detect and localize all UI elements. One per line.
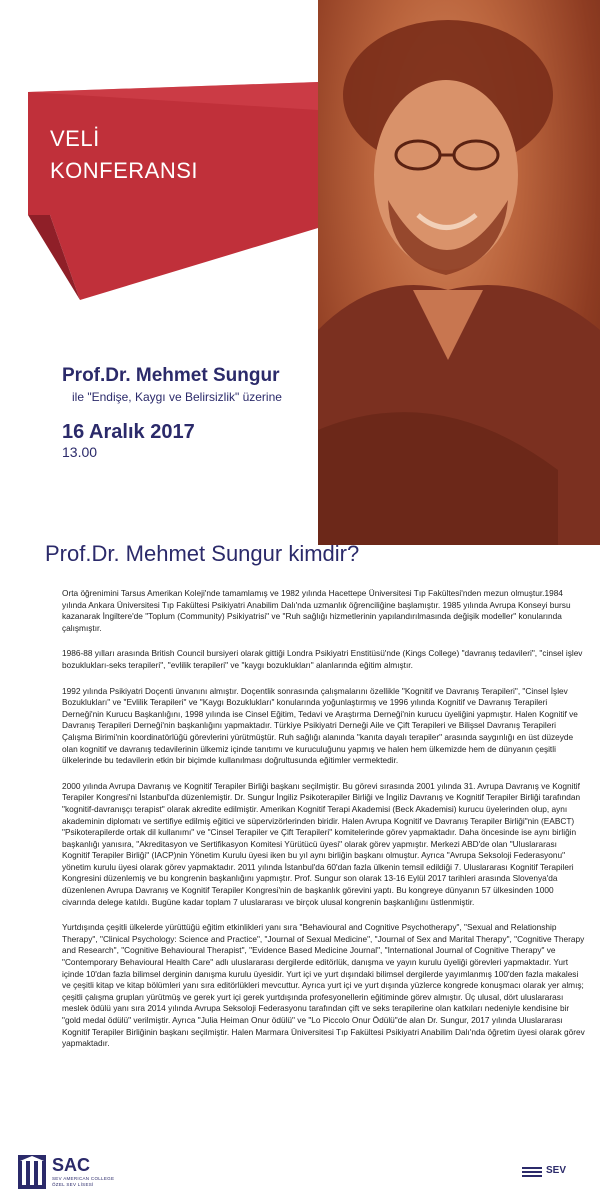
speaker-photo — [318, 0, 600, 545]
bio-paragraph: 1986-88 yılları arasında British Council bursiyeri olarak gittiği Londra Psikiyatri Enstitüsü'nde (Kings College) "davranış tedavileri", "cinsel işlev bozuklukları-seks terapileri", "evlilik terapileri" ve "kaygı bozuklukları" alanlarında eğitim almıştır. — [62, 648, 583, 670]
bio-text — [62, 588, 586, 1064]
sac-logo-name: SAC — [52, 1155, 91, 1175]
sac-logo-subtitle: SEV AMERICAN COLLEGE — [52, 1176, 115, 1181]
bio-paragraph: Yurtdışında çeşitli ülkelerde yürüttüğü eğitim etkinlikleri yanı sıra "Behavioural and Cognitive Psychotherapy", "Sexual and Relationship Therapy", "Clinical Psychology: Science and Practice", "Journal of Sexual Medicine", "Journal of Sex and Marital Therapy", "Cognitive Therapy and Research", "Cognitive Behavioural Therapist", "Evidence Based Medicine Journal", "International Journal of Cognitive Therapy" ve "Contemporary Behavioural Health Care" adlı uluslararası dergilerde editörlük, danışma ve yayın kurulu üyeliği görevleri yapmaktadır. Yurt içinde 10'dan fazla bilimsel derginin danışma kurulu üyesidir. Yurt içi ve yurt dışındaki bilimsel dergilerde yayımlanmış 100'den fazla makalesi ve çeşitli kitap ve kitap bölümleri yanı sıra editörlükleri mevcuttur. Ayrıca yurt içi ve yurt dışında yüzlerce kongrede konuşmacı olarak yer almış; çeşitli çalışma grupları yürütmüş ve gerek yurt içi gerek yurtdışında profesyonellerin eğitiminde görev almıştır. Üç ulusal, dört uluslararası meslek ödülü yanı sıra 2014 yılında Avrupa Seksoloji Federasyonu tarafından çift ve seks terapilerine olan katkıları nedeniyle kendisine bir "gold medal ödülü" verilmiştir. Ayrıca "Julia Heiman Onur ödülü" ve "Lo Piccolo Onur Ödülü"de alan Dr. Sungur, 2017 yılında Uluslararası Kognitif Terapiler Birliğinin başkanı seçilmiştir. Halen Marmara Üniversitesi Tıp Fakültesi Psikiyatri Anabilim Dalı'nda öğretim üyesi olarak görev yapmaktadır. — [62, 922, 585, 1049]
banner-title-line1: VELİ — [50, 126, 100, 151]
banner-title-line2: KONFERANSI — [50, 158, 199, 183]
sac-logo — [18, 1155, 138, 1191]
event-time: 13.00 — [62, 444, 98, 460]
sev-logo — [522, 1163, 592, 1183]
event-date: 16 Aralık 2017 — [62, 421, 195, 443]
conference-banner — [0, 0, 318, 330]
sev-stripes-icon — [522, 1167, 542, 1177]
sac-logo-subtitle-2: ÖZEL SEV LİSESİ — [52, 1182, 94, 1187]
bio-paragraph: 1992 yılında Psikiyatri Doçenti ünvanını almıştır. Doçentlik sonrasında çalışmalarını özellikle "Kognitif ve Davranış Terapileri", "Cinsel İşlev Bozuklukları" ve "Evlilik Terapileri" ve "Kaygı Bozuklukları" konularında yoğunlaştırmış ve 1996 yılında Kognitif ve Davranış Terapileri Derneği'nin Kurucu Başkanlığını, 1998 yılında ise Cinsel Eğitim, Tedavi ve Araştırma Derneği'nin kurucu üyeliğini yapmıştır. Halen Kognitif ve Davranış Terapileri Derneği'nin başkanlığını yapmaktadır. Türkiye Psikiyatri Derneği Aile ve Çift Terapileri ve Bilişsel Davranış Terapileri Çalışma Birimi'nin koordinatörlüğü görevlerini yürütmüştür. Ruh sağlığı alanında "kanıta dayalı terapiler" arasında saygınlığı en üst düzeyde olan kognitif ve davranış tedavilerinin ülkemiz içinde tanıtımı ve kuruculuğunu yapmış ve halen hem ülkemizde hem de dünyanın çeşitli ülkelerinde bu tedavilerin etkin bir biçimde kullanılması doğrultusunda eğitimler vermektedir. — [62, 685, 578, 766]
bio-heading: Prof.Dr. Mehmet Sungur kimdir? — [45, 541, 360, 566]
sac-emblem-icon — [18, 1155, 46, 1189]
sev-logo-name: SEV — [546, 1165, 567, 1176]
talk-topic: ile "Endişe, Kaygı ve Belirsizlik" üzerine — [72, 390, 282, 404]
bio-paragraph: 2000 yılında Avrupa Davranış ve Kognitif Terapiler Birliği başkanı seçilmiştir. Bu görevi sırasında 2001 yılında 31. Avrupa Davranış ve Kognitif Terapiler Kongresi'ni İstanbul'da düzenlemiştir. Dr. Sungur İngiliz Psikoterapiler Birliği ve İngiliz Davranış ve Kognitif Terapiler Birliği tarafından "kognitif-davranışçı terapist" olarak akredite edilmiştir. Amerikan Kognitif Terapi Akademisi (Beck Akademisi) kurucu üyelerinden olup, aynı akademinin diplomatı ve sertifiye edilmiş eğitici ve süpervizörlerinden biridir. Halen Avrupa Kognitif ve Davranış Terapiler Birliği"nin (EABCT) "Psikoterapilerde ortak dil kullanımı" ve "Cinsel Terapiler ve Çift Terapileri" komitelerinde görev yapmaktadır. Daha öncesinde ise aynı birliğin başkanlığı yanısıra, "Akreditasyon ve Sertifikasyon Komitesi Yürütücü üyesi" olarak görev yapmıştır. Merkezi ABD'de olan "Uluslararası Kognitif Terapiler Birliği" (IACP)nin Yönetim Kurulu üyesi iken bu yıl aynı birliğin başkanı olmuştur. Ayrıca "Avrupa Seksoloji Federasyonu" yönetim kurulu üyesi olarak görev yapmaktadır. 2011 yılında İstanbul'da 60'dan fazla ülkenin temsil edildiği 7. Uluslararası Kognitif Terapileri Kongresini düzenlemiş ve bu kongrenin başkanlığını yapmıştır. Prof. Sungur son olarak 13-16 Eylül 2017 tarihleri arasında Slovenya'da düzenlenen Avrupa Davranış ve Kognitif Terapiler Kongresi'nin de başkanlık görevini yaptı. Bu kongreye dünyanın 57 ülkesinden 1000 civarında delege katıldı. Bugüne kadar toplam 7 uluslararası ve birçok ulusal kongrenin başkanlığını üstlenmiştir. — [62, 780, 581, 907]
speaker-name: Prof.Dr. Mehmet Sungur — [62, 365, 280, 386]
bio-paragraph: Orta öğrenimini Tarsus Amerikan Koleji'nde tamamlamış ve 1982 yılında Hacettepe Üniversitesi Tıp Fakültesi'nden mezun olmuştur.1984 yılında Ankara Üniversitesi Tıp Fakültesi Psikiyatri Anabilim Dalı'nda uzmanlık öğrenciliğine başlamıştır. 1985 yılında Avrupa Konseyi bursu kazanarak İngiltere'de "Toplum (Community) Psikiyatrisi" ve "Ruh sağlığı hizmetlerinin yapılandırılmasında değişik modeller" konularında çalışmıştır. — [62, 588, 571, 633]
